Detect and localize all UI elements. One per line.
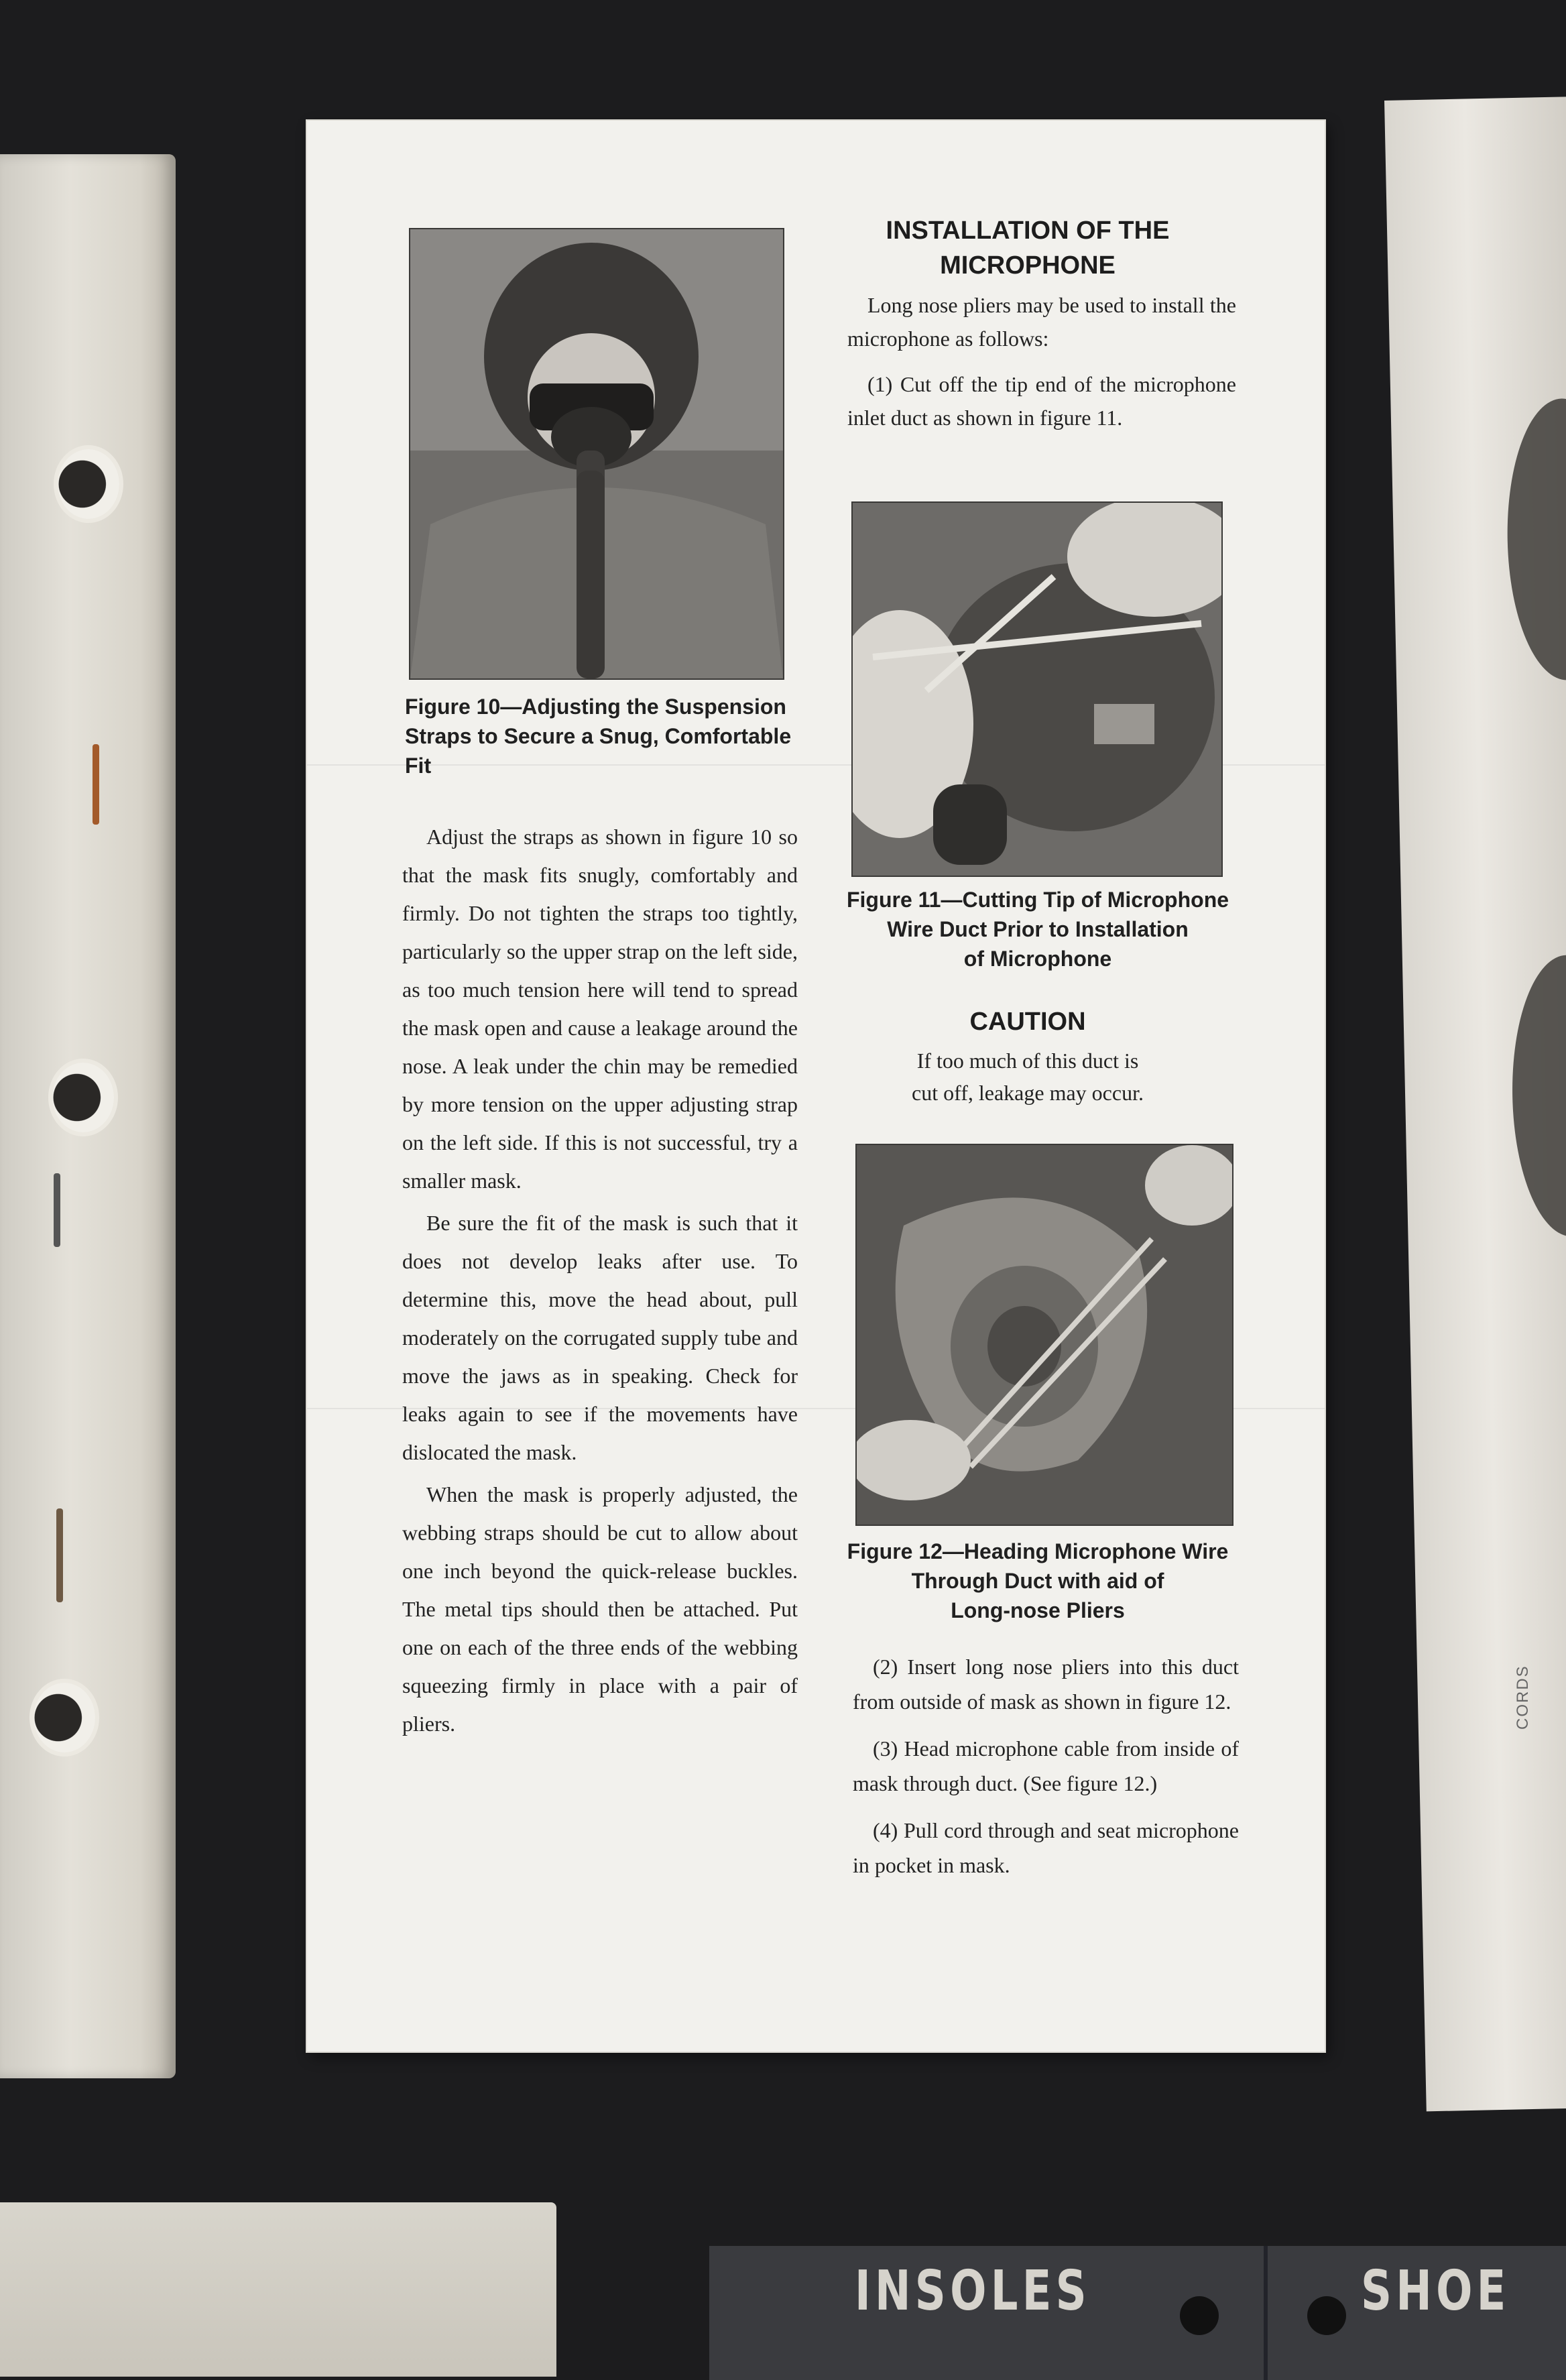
strip-word-shoe: SHOE [1361, 2259, 1510, 2323]
photo-shape [1510, 954, 1566, 1238]
figure-11-photo [851, 501, 1223, 877]
figure-10-illustration [410, 229, 783, 678]
instruction-leaflet [307, 121, 1325, 2051]
caption-line: Figure 11—Cutting Tip of Microphone [846, 888, 1229, 912]
caption-line: of Microphone [963, 947, 1112, 971]
caution-line: If too much of this duct is [916, 1049, 1139, 1073]
right-intro-text [847, 288, 1236, 447]
strip-divider [1264, 2246, 1268, 2380]
heading-line: INSTALLATION OF THE [886, 217, 1170, 245]
bottom-card [0, 2202, 556, 2377]
figure-10-photo [409, 228, 784, 680]
intro-paragraph: Long nose pliers may be used to install the microphone as follows: [847, 293, 1236, 351]
caution-line: cut off, leakage may occur. [912, 1081, 1144, 1105]
figure-12-photo [855, 1144, 1233, 1526]
right-steps-text [853, 1649, 1239, 1895]
left-body-text [402, 818, 798, 1747]
step-3: (3) Head microphone cable from inside of mask through duct. (See figure 12.) [853, 1736, 1239, 1795]
binder-hole [34, 1683, 95, 1752]
right-photo-sheet [1384, 97, 1566, 2112]
binder-clip [56, 1508, 63, 1602]
caution-text [830, 1045, 1225, 1109]
paragraph: When the mask is properly adjusted, the webbing straps should be cut to allow about one inch beyond the quick-release buckles. The metal tips should then be attached. Put one on each of the three ends of the webbing squeezing firmly in place with a pair of pliers. [402, 1482, 798, 1736]
step-1: (1) Cut off the tip end of the microphone inlet duct as shown in figure 11. [847, 372, 1236, 430]
photo-shape [1504, 398, 1566, 681]
caption-line: Wire Duct Prior to Installation [887, 917, 1189, 941]
figure-12-illustration [857, 1145, 1232, 1525]
caption-line: Straps to Secure a Snug, Comfortable Fit [405, 724, 792, 778]
paragraph: Be sure the fit of the mask is such that it does not develop leaks after use. To determine this, move the head about, pull moderately on the corrugated supply tube and move the jaws as in speaking. Check for leaks again to see if the movements have dislocated the mask. [402, 1211, 798, 1464]
caption-line: Figure 10—Adjusting the Suspension [405, 695, 786, 719]
binder-hole [58, 449, 119, 519]
figure-12-caption [843, 1537, 1232, 1625]
caption-line: Long-nose Pliers [951, 1598, 1125, 1622]
binder-clip [54, 1173, 60, 1247]
figure-11-illustration [853, 503, 1221, 876]
side-label: CORDS [1514, 1665, 1532, 1730]
figure-10-caption [405, 692, 794, 780]
paragraph: Adjust the straps as shown in figure 10 so that the mask fits snugly, comfortably and firmly. Do not tighten the straps too tightly, particularly so the upper strap on the left side, as too much tension here will tend to spread the mask open and cause a leakage around the nose. A leak under the chin may be remedied by more tension on the upper adjusting strap on the left side. If this is not successful, try a smaller mask. [402, 825, 798, 1193]
heading-line: MICROPHONE [940, 251, 1116, 280]
figure-11-caption [843, 885, 1232, 973]
step-2: (2) Insert long nose pliers into this duct from outside of mask as shown in figure 12. [853, 1655, 1239, 1714]
strip-hole [1180, 2296, 1219, 2335]
step-4: (4) Pull cord through and seat microphone in pocket in mask. [853, 1818, 1239, 1877]
installation-heading [830, 213, 1225, 283]
strip-hole [1307, 2296, 1346, 2335]
strip-word-insoles: INSOLES [855, 2259, 1091, 2323]
caption-line: Through Duct with aid of [911, 1569, 1164, 1593]
binder-hole [52, 1063, 114, 1132]
caution-heading: CAUTION [969, 1008, 1086, 1036]
caption-line: Figure 12—Heading Microphone Wire [847, 1539, 1229, 1563]
binder-clip [93, 744, 99, 825]
binder-stack [0, 154, 176, 2078]
